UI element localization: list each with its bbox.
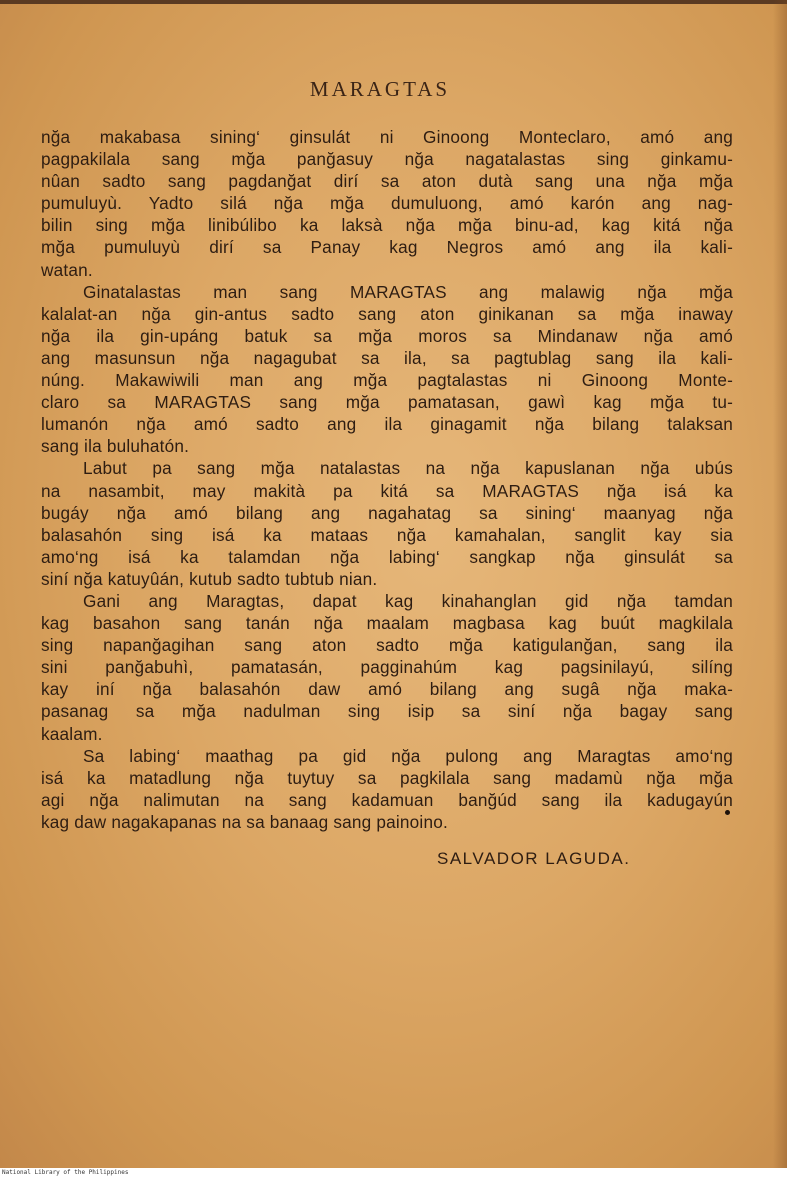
paragraph-2 <box>41 281 733 458</box>
text-line: sing napanğagihan sang aton sadto mğa katigulanğan, sang ila <box>41 635 733 656</box>
paragraph-4 <box>41 590 733 745</box>
text-line: sang ila buluhatón. <box>41 436 190 457</box>
author-signature: SALVADOR LAGUDA. <box>437 849 631 868</box>
text-line: Ginatalastas man sang MARAGTAS ang malawig nğa mğa <box>83 281 733 302</box>
text-line: pagpakilala sang mğa panğasuy nğa nagatalastas sing ginkamu- <box>41 149 733 170</box>
text-line: Gani ang Maragtas, dapat kag kinahanglan gid nğa tamdan <box>83 590 733 611</box>
footer-bar <box>0 1168 787 1178</box>
text-line: pasanag sa mğa nadulman sing isip sa siní nğa bagay sang <box>41 701 733 722</box>
text-line: pumuluyù. Yadto silá nğa mğa dumuluong, amó karón ang nag- <box>41 193 733 214</box>
text-line: Sa labing‘ maathag pa gid nğa pulong ang Maragtas amo‘ng <box>83 745 733 766</box>
text-line: kag daw nagakapanas na sa banaag sang painoino. <box>41 811 448 832</box>
text-line: amo‘ng isá ka talamdan nğa labing‘ sangkap nğa ginsulát sa <box>41 546 733 567</box>
text-line: watan. <box>41 259 93 280</box>
paragraph-1 <box>41 126 733 281</box>
text-line: ang masunsun nğa nagagubat sa ila, sa pagtublag sang ila kali- <box>41 347 733 368</box>
paragraph-5 <box>41 745 733 833</box>
text-line: núng. Makawiwili man ang mğa pagtalastas ni Ginoong Monte- <box>41 370 733 391</box>
text-line: bilin sing mğa linibúlibo ka laksà nğa mğa binu-ad, kag kitá nğa <box>41 215 733 236</box>
text-line: mğa pumuluyù dirí sa Panay kag Negros amó ang ila kali- <box>41 237 733 258</box>
text-line: nğa ila gin-upáng batuk sa mğa moros sa Mindanaw nğa amó <box>41 325 733 346</box>
text-line: kaalam. <box>41 723 103 744</box>
text-line: balasahón sing isá ka mataas nğa kamahalan, sanglit kay sia <box>41 524 733 545</box>
ink-dot <box>725 810 730 815</box>
library-credit: National Library of the Philippines <box>2 1169 129 1176</box>
text-line: isá ka matadlung nğa tuytuy sa pagkilala sang madamù nğa mğa <box>41 767 733 788</box>
text-line: nğa makabasa sining‘ ginsulát ni Ginoong Monteclaro, amó ang <box>41 127 733 147</box>
text-line: nûan sadto sang pagdanğat dirí sa aton dutà sang una nğa mğa <box>41 171 733 192</box>
text-line: kag basahon sang tanán nğa maalam magbasa kag buút magkilala <box>41 613 733 634</box>
text-line: bugáy nğa amó bilang ang nagahatag sa sining‘ maanyag nğa <box>41 502 733 523</box>
text-line: siní nğa katuyûán, kutub sadto tubtub nian. <box>41 568 378 589</box>
body-text <box>41 126 733 833</box>
page-heading: MARAGTAS <box>309 77 451 101</box>
text-line: lumanón nğa amó sadto ang ila ginagamit nğa bilang talaksan <box>41 414 733 435</box>
text-line: kay iní nğa balasahón daw amó bilang ang sugâ nğa maka- <box>41 679 733 700</box>
text-line: agi nğa nalimutan na sang kadamuan banğúd sang ila kadugayún <box>41 789 733 810</box>
paragraph-3 <box>41 457 733 590</box>
text-line: claro sa MARAGTAS sang mğa pamatasan, gawì kag mğa tu- <box>41 392 733 413</box>
text-line: na nasambit, may makità pa kitá sa MARAGTAS nğa isá ka <box>41 480 733 501</box>
text-line: sini panğabuhì, pamatasán, pagginahúm kag pagsinilayú, silíng <box>41 657 733 678</box>
text-line: Labut pa sang mğa natalastas na nğa kapuslanan nğa ubús <box>83 458 733 479</box>
text-line: kalalat-an nğa gin-antus sadto sang aton ginikanan sa mğa inaway <box>41 303 733 324</box>
